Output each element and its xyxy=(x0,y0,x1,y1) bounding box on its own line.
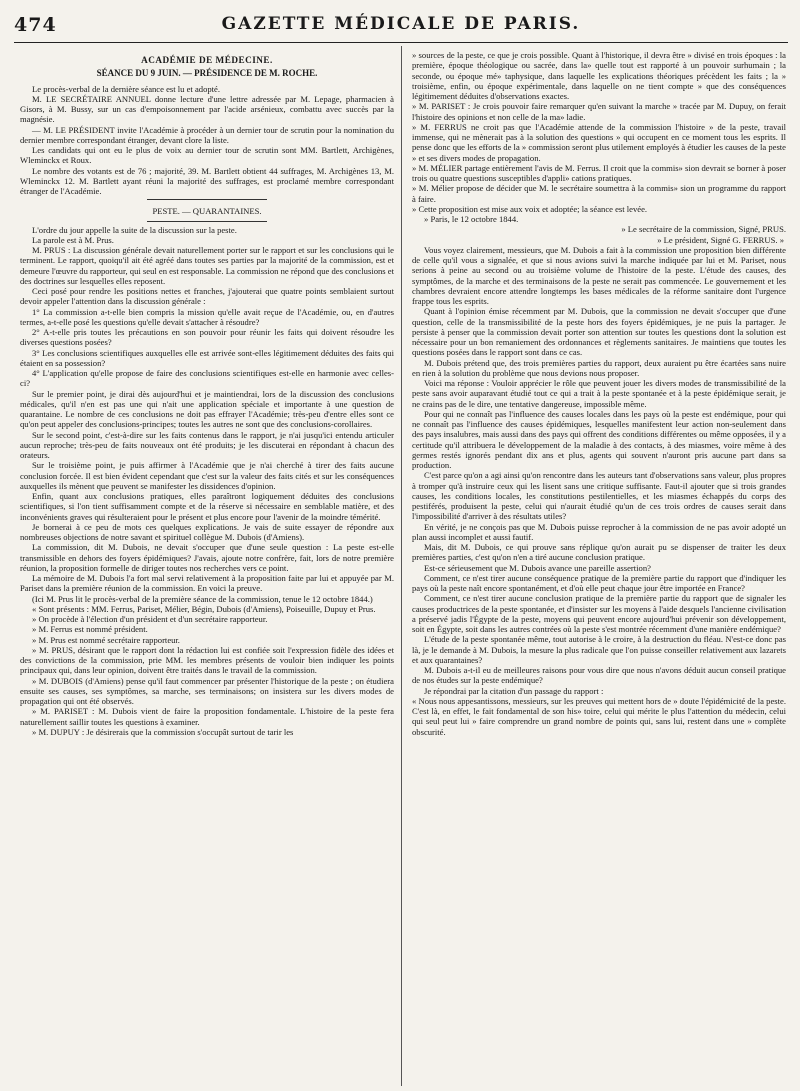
paragraph: Quant à l'opinion émise récemment par M. Dubois, que la commission ne devait s'occuper que d'une question, celle de la transmissibilité de la peste hors des foyers épidémiques, je ne puis la partager. Je persiste à penser que la commission devait porter son attention sur toutes les questions dont la solution est nécessaire pour un bon remaniement des ordonnances et règlements sanitaires. Je maintiens que toutes les questions posées dans le rapport sont dans ce cas. xyxy=(412,306,786,358)
paragraph: Je répondrai par la citation d'un passage du rapport : xyxy=(424,685,604,696)
paragraph: Est-ce sérieusement que M. Dubois avance une pareille assertion? xyxy=(424,562,651,573)
column-divider xyxy=(401,46,402,1086)
paragraph: — M. LE PRÉSIDENT invite l'Académie à procéder à un dernier tour de scrutin pour la nomination du dernier membre correspondant étranger, devant clore la liste. xyxy=(20,124,394,145)
paragraph: Les candidats qui ont eu le plus de voix au dernier tour de scrutin sont MM. Bartlett, Archigènes, Wleminckx et Roux. xyxy=(20,145,394,166)
paragraph: Le procès-verbal de la dernière séance est lu et adopté. xyxy=(32,83,221,94)
paragraph: M. Dubois prétend que, des trois premières parties du rapport, deux auraient pu être écartées sans nuire en rien à la solution du problème que nous devions nous proposer. xyxy=(412,357,786,378)
quote-paragraph: » On procède à l'élection d'un président et d'un secrétaire rapporteur. xyxy=(32,614,268,624)
right-column xyxy=(412,50,786,1086)
quote-paragraph: » M. DUBOIS (d'Amiens) pense qu'il faut commencer par présenter l'historique de la peste ; on étudiera ensuite ses causes, ses symptômes, sa marche, ses terminaisons; on insistera sur les divers modes de propagation qui ont été observés. xyxy=(20,675,394,706)
paragraph: La parole est à M. Prus. xyxy=(32,234,114,245)
subsection-title: PESTE. — QUARANTAINES. xyxy=(152,206,262,217)
paragraph: Sur le troisième point, je puis affirmer à l'Académie que je n'ai cherché à tirer des faits aucune conclusion forcée. Il est bien évident cependant que c'est sur la valeur des faits cités et sur les conséquences auxquelles ils mènent que peuvent se manifester les dissidences d'opinion. xyxy=(20,460,394,491)
paragraph: Mais, dit M. Dubois, ce qui prouve sans réplique qu'on aurait pu se dispenser de traiter les deux premières parties, c'est qu'on n'en a tiré aucune conclusion pratique. xyxy=(412,542,786,563)
paragraph: La commission, dit M. Dubois, ne devait s'occuper que d'une seule question : La peste est-elle transmissible en dehors des foyers épidémiques? J'avais, ajoute notre confrère, fait, lors de notre première réunion, la proposition formelle de diriger toutes nos recherches vers ce point. xyxy=(20,542,394,573)
paragraph: C'est parce qu'on a agi ainsi qu'on rencontre dans les auteurs tant d'observations sans valeur, plus propres à tromper qu'à instruire ceux qui les lisent sans une critique suffisante. Faut-il ajouter que si trois grandes causes, les conditions locales, les constitutions pestilentielles, et les miasmes échappés du corps des pestiférés, produisent la peste, celui qui n'aurait étudié qu'un de ces trois ordres de causes serait dans l'impossibilité d'arriver à des résultats utiles? xyxy=(412,470,786,522)
page-header xyxy=(14,8,788,43)
paragraph: Je bornerai à ce peu de mots ces quelques explications. Je vais de suite essayer de répondre aux nombreuses objections de notre savant et spirituel collègue M. Dubois (d'Amiens). xyxy=(20,521,394,542)
paragraph: Enfin, quant aux conclusions pratiques, elles paraîtront logiquement déduites des conclusions scientifiques, si l'on tient suffisamment compte et de la réserve si nécessaire en semblable matière, et des inconvénients graves qui résulteraient pour le présent et plus encore pour l'avenir de la moindre témérité. xyxy=(20,491,394,522)
quote-paragraph: » sources de la peste, ce que je crois possible. Quant à l'historique, il devra être » divisé en trois époques : la première, époque théologique ou sacrée, dans la» quelle tout est rapporté à un pouvoir surhumain ; la seconde, ou époque mé» taphysique, dans laquelle les explications théoriques précèdent les faits ; la » troisième, enfin, ou époque expérimentale, dans laquelle on ne tient compte » que des conséquences légitimement déduites d'observations exactes. xyxy=(412,50,786,101)
divider xyxy=(147,221,267,222)
paragraph: Ceci posé pour rendre les positions nettes et franches, j'ajouterai que quatre points semblaient surtout devoir appeler l'attention dans la discussion générale : xyxy=(20,286,394,307)
minutes-date: » Paris, le 12 octobre 1844. xyxy=(424,214,519,224)
journal-title: GAZETTE MÉDICALE DE PARIS. xyxy=(221,14,581,34)
session-line: SÉANCE DU 9 JUIN. — PRÉSIDENCE DE M. ROCHE. xyxy=(96,68,318,79)
paragraph: L'ordre du jour appelle la suite de la discussion sur la peste. xyxy=(32,224,237,235)
paragraph: Sur le second point, c'est-à-dire sur les faits contenus dans le rapport, je n'ai jusqu'ici entendu articuler aucun reproche; très-peu de faits nouveaux ont été produits; je les discuterai en répondant à chacun des orateurs. xyxy=(20,429,394,460)
divider xyxy=(147,199,267,200)
quote-paragraph: » M. PRUS, désirant que le rapport dont la rédaction lui est confiée soit l'expression fidèle des idées et des convictions de la commission, prie MM. les membres présents de vouloir bien indiquer les points principaux qui, dans leur opinion, doivent être traités dans le travail de la commission. xyxy=(20,644,394,676)
paragraph: La mémoire de M. Dubois l'a fort mal servi relativement à la proposition faite par lui et appuyée par M. Pariset dans la première réunion de la commission. En voici la preuve. xyxy=(20,573,394,594)
quote-paragraph: « Sont présents : MM. Ferrus, Pariset, Mélier, Bégin, Dubois (d'Amiens), Poiseuille, Dupuy et Prus. xyxy=(32,603,376,614)
quote-paragraph: » M. PARISET : Je crois pouvoir faire remarquer qu'en suivant la marche » tracée par M. Dupuy, on ferait l'histoire des opinions et non celle de la ma» ladie. xyxy=(412,101,786,122)
quote-paragraph: » M. PARISET : M. Dubois vient de faire la proposition fondamentale. L'histoire de la peste fera naturellement saillir toutes les questions à examiner. xyxy=(20,706,394,727)
paragraph: (Ici M. Prus lit le procès-verbal de la première séance de la commission, tenue le 12 octobre 1844.) xyxy=(32,593,373,604)
paragraph: Sur le premier point, je dirai dès aujourd'hui et je maintiendrai, lors de la discussion des conclusions médicales, qu'il n'en est pas une qui n'ait une application spéciale et importante à une question de quarantaine. Le nombre de ces conclusions ne doit pas effrayer l'Académie; très-peu d'entre elles sont ce qu'on peut appeler des conclusions-principes; toutes les autres ne sont que des conclusions-corollaires. xyxy=(20,388,394,430)
section-title: ACADÉMIE DE MÉDECINE. xyxy=(141,55,273,65)
paragraph: 3° Les conclusions scientifiques auxquelles elle est arrivée sont-elles légitimement déduites des faits qui étaient en sa possession? xyxy=(20,347,394,368)
paragraph: 4° L'application qu'elle propose de faire des conclusions scientifiques est-elle en harmonie avec celles-ci? xyxy=(20,368,394,389)
paragraph: Pour qui ne connaît pas l'influence des causes locales dans les pays où la peste est endémique, pour qui ne connaît pas l'influence des causes épidémiques, lesquelles manifestent leur action non-seulement dans des pays insalubres, mais aussi dans des pays qui offrent des conditions différentes ou même opposées, il y a certitude qu'il attribuera le développement de la maladie à des contacts, à des miasmes, voire même à des germes restés ignorés pendant dix ans et plus, agents qui souvent n'auront pris aucune part dans sa production. xyxy=(412,408,786,470)
paragraph: Vous voyez clairement, messieurs, que M. Dubois a fait à la commission une proposition bien différente de celle qu'il vous a signalée, et que si nous avions suivi la marche indiquée par lui et M. Pariset, nous serions à peine au second ou au troisième volume de l'histoire de la peste. L'étude des causes, des symptômes, de la marche et des terminaisons de la peste ne serait pas commencée. Le gouvernement et les chambres devraient encore attendre longtemps les bases médicales de la réforme sanitaire dont l'urgence frappe tous les esprits. xyxy=(412,244,786,306)
paragraph: 1° La commission a-t-elle bien compris la mission qu'elle avait reçue de l'Académie, ou, en d'autres termes, a-t-elle posé les questions qu'elle devait s'attacher à résoudre? xyxy=(20,306,394,327)
president-signature: » Le président, Signé G. FERRUS. » xyxy=(657,234,784,245)
quote-paragraph: » M. FERRUS ne croit pas que l'Académie attende de la commission l'histoire » de la peste, travail immense, qui ne mènerait pas à la solution des questions » qui occupent en ce moment tous les esprits. Il pense donc que les efforts de la » commission seront plus utilement employés à étudier les causes de la peste » et ses divers modes de propagation. xyxy=(412,121,786,163)
page-number: 474 xyxy=(14,14,57,36)
quote-paragraph: » M. Ferrus est nommé président. xyxy=(32,624,148,635)
paragraph: M. Dubois a-t-il eu de meilleures raisons pour vous dire que nous n'avons déduit aucun conseil pratique de nos études sur la peste endémique? xyxy=(412,665,786,686)
quote-paragraph: » M. MÉLIER partage entièrement l'avis de M. Ferrus. Il croit que la commis» sion devrait se borner à poser trois ou quatre questions susceptibles d'appli» cations pratiques. xyxy=(412,162,786,183)
paragraph: Le nombre des votants est de 76 ; majorité, 39. M. Bartlett obtient 44 suffrages, M. Archigènes 13, M. Wleminckx 12. M. Bartlett ayant réuni la majorité des suffrages, est proclamé membre correspondant étranger de l'Académie. xyxy=(20,165,394,196)
paragraph: M. PRUS : La discussion générale devait naturellement porter sur le rapport et sur les conclusions qui le terminent. Le rapport, quoiqu'il ait été agréé dans toutes ses parties par la majorité de la commission, est et demeure l'œuvre du rapporteur, qui seul en est responsable. La commission ne répond que des conclusions et des doctrines sur lesquelles elles reposent. xyxy=(20,245,394,286)
quote-paragraph: » M. DUPUY : Je désirerais que la commission s'occupât surtout de tarir les xyxy=(32,726,294,737)
paragraph: En vérité, je ne conçois pas que M. Dubois puisse reprocher à la commission de ne pas avoir adopté un plan aussi incomplet et aussi fautif. xyxy=(412,521,786,542)
paragraph: 2° A-t-elle pris toutes les précautions en son pouvoir pour réunir les faits qui doivent résoudre les diverses questions posées? xyxy=(20,327,394,348)
paragraph: Comment, ce n'est tirer aucune conséquence pratique de la première partie du rapport que d'indiquer les pays où la peste naît encore spontanément, et d'où elle peut chaque jour être importée en France? xyxy=(412,572,786,593)
paragraph: Comment, ce n'est tirer aucune conclusion pratique de la première partie du rapport que de signaler les causes productrices de la peste spontanée, et d'insister sur les moyens à l'aide desquels l'ancienne civilisation a préservé jadis l'Égypte de la peste, moyens qui peuvent encore aujourd'hui prévenir son développement, soit en Égypte, soit dans les autres contrées où la peste s'est montrée récemment d'une manière endémique? xyxy=(412,593,786,634)
secretary-signature: » Le secrétaire de la commission, Signé, PRUS. xyxy=(621,224,786,235)
paragraph: M. LE SECRÉTAIRE ANNUEL donne lecture d'une lettre adressée par M. Lepage, pharmacien à Gisors, à M. Bussy, sur un cas d'empoisonnement par l'acide arsénieux, combattu avec succès par la magnésie. xyxy=(20,93,394,125)
left-column xyxy=(20,50,394,1086)
paragraph: L'étude de la peste spontanée même, tout autorise à le croire, à la destruction du fléau. N'est-ce donc pas là, je le demande à M. Dubois, la mesure la plus radicale que l'on puisse conseiller relativement aux lazarets et aux quarantaines? xyxy=(412,634,786,665)
quote-paragraph: » M. Prus est nommé secrétaire rapporteur. xyxy=(32,634,180,645)
quote-paragraph: » M. Mélier propose de décider que M. le secrétaire soumettra à la commis» sion un programme du rapport à faire. xyxy=(412,183,786,204)
quote-paragraph: « Nous nous appesantissons, messieurs, sur les preuves qui mettent hors de » doute l'épidémicité de la peste. C'est là, en effet, le fait fondamental de son his» toire, celui qui mérite le plus l'attention du médecin, celui qui seul peut lui » faire comprendre un grand nombre de points qui, sans lui, restent dans une » complète obscurité. xyxy=(412,695,786,737)
quote-paragraph: » Cette proposition est mise aux voix et adoptée; la séance est levée. xyxy=(412,203,648,214)
paragraph: Voici ma réponse : Vouloir apprécier le rôle que peuvent jouer les divers modes de transmissibilité de la peste sans avoir auparavant étudié tout ce qui a trait à la peste spontanée et à la peste épidémique serait, je ne crains pas de le dire, une tentative dangereuse, impossible même. xyxy=(412,378,786,409)
